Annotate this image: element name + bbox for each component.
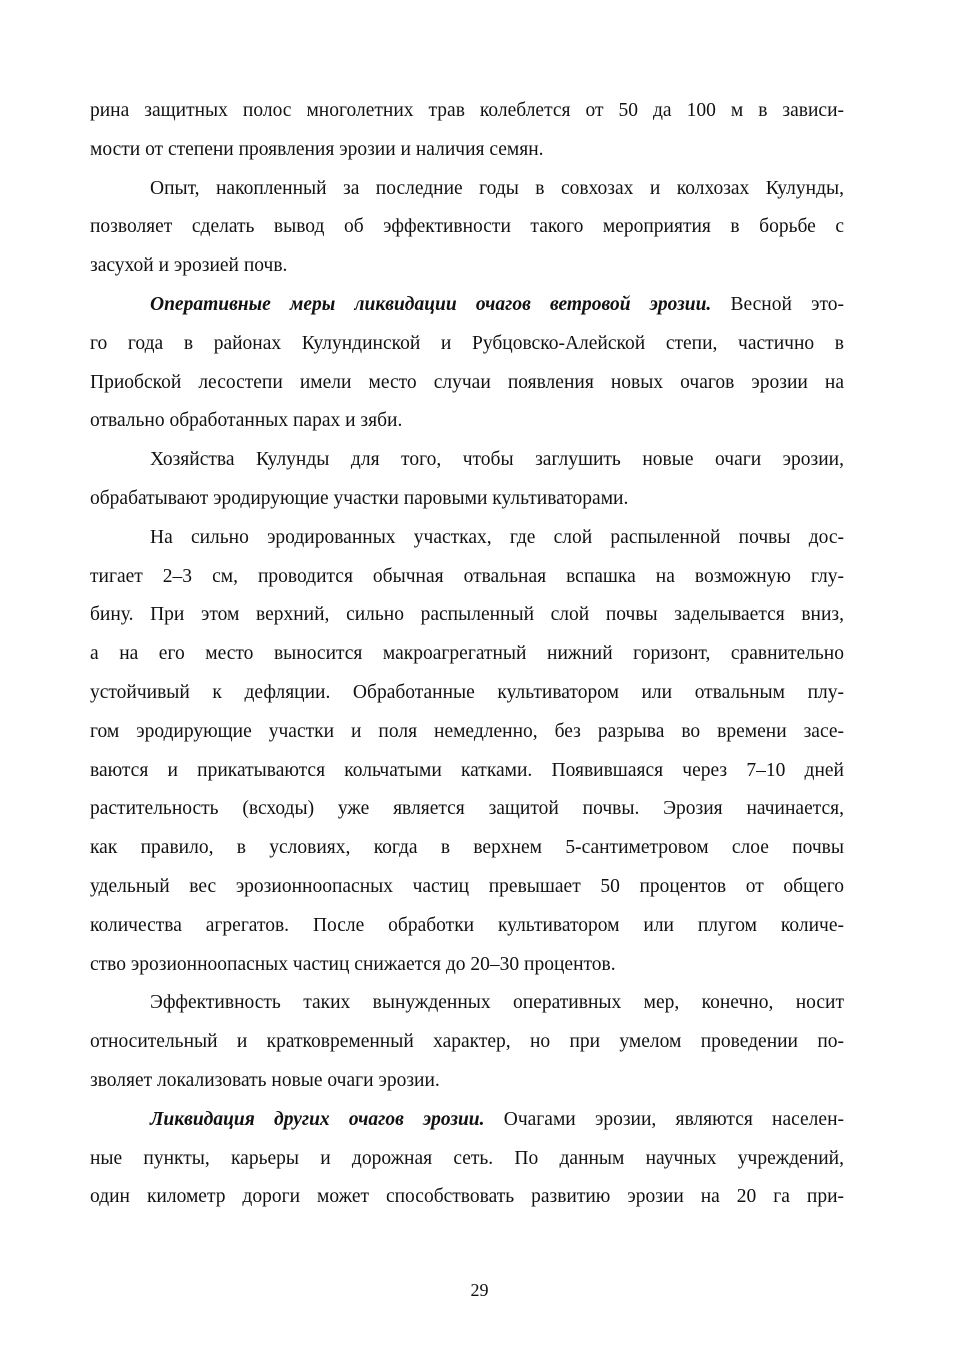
text-line: как правило, в условиях, когда в верхнем 5-сантиметровом слое почвы [90,837,844,859]
text-line: отвально обработанных парах и зяби. [90,410,403,432]
text-line: тигает 2–3 см, проводится обычная отвальная вспашка на возможную глу- [90,565,844,587]
text-line: ваются и прикатываются кольчатыми катками. Появившаяся через 7–10 дней [90,759,844,781]
text-line: зволяет локализовать новые очаги эрозии. [90,1069,440,1091]
section-heading: Ликвидация других очагов эрозии. [150,1108,485,1130]
text-line: позволяет сделать вывод об эффективности такого мероприятия в борьбе с [90,216,844,238]
text-line: мости от степени проявления эрозии и наличия семян. [90,138,544,160]
text-run: Очагами эрозии, являются населен- [484,1108,845,1130]
page-body [90,92,844,1217]
text-run: Весной это- [711,293,844,315]
section-heading: Оперативные меры ликвидации очагов ветровой эрозии. [150,293,712,315]
paragraph [90,1101,844,1217]
text-line: бину. При этом верхний, сильно распыленный слой почвы заделывается вниз, [90,604,844,626]
text-line: рина защитных полос многолетних трав колеблется от 50 да 100 м в зависи- [90,100,844,121]
text-line [90,286,844,325]
page-number: 29 [470,1280,489,1300]
text-line: относительный и кратковременный характер, но при умелом проведении по- [90,1031,844,1053]
paragraph [90,441,844,519]
paragraph [90,519,844,985]
text-line: ные пункты, карьеры и дорожная сеть. По данным научных учреждений, [90,1147,844,1169]
text-line: го года в районах Кулундинской и Рубцовско-Алейской степи, частично в [90,332,844,354]
text-line: ство эрозионноопасных частиц снижается до 20–30 процентов. [90,953,616,975]
text-line: удельный вес эрозионноопасных частиц превышает 50 процентов от общего [90,875,844,897]
text-line: один километр дороги может способствовать развитию эрозии на 20 га при- [90,1186,844,1208]
text-line: обрабатывают эродирующие участки паровыми культиваторами. [90,487,629,509]
text-line: Эффективность таких вынужденных оперативных мер, конечно, носит [150,992,844,1014]
text-line: гом эродирующие участки и поля немедленно, без разрыва во времени засе- [90,720,844,742]
text-line: Приобской лесостепи имели место случаи появления новых очагов эрозии на [90,371,844,393]
text-line: а на его место выносится макроагрегатный нижний горизонт, сравнительно [90,643,844,665]
text-line: Хозяйства Кулунды для того, чтобы заглушить новые очаги эрозии, [150,449,844,471]
paragraph [90,984,844,1100]
text-line: засухой и эрозией почв. [90,255,288,277]
text-line: количества агрегатов. После обработки культиватором или плугом количе- [90,914,844,936]
paragraph [90,286,844,441]
paragraph [90,92,844,170]
text-line: На сильно эродированных участках, где слой распыленной почвы дос- [150,526,844,548]
paragraph [90,170,844,286]
text-line: устойчивый к дефляции. Обработанные культиватором или отвальным плу- [90,681,844,703]
text-line [90,1101,844,1140]
text-line: растительность (всходы) уже является защитой почвы. Эрозия начинается, [90,798,844,820]
text-line: Опыт, накопленный за последние годы в совхозах и колхозах Кулунды, [150,177,844,199]
